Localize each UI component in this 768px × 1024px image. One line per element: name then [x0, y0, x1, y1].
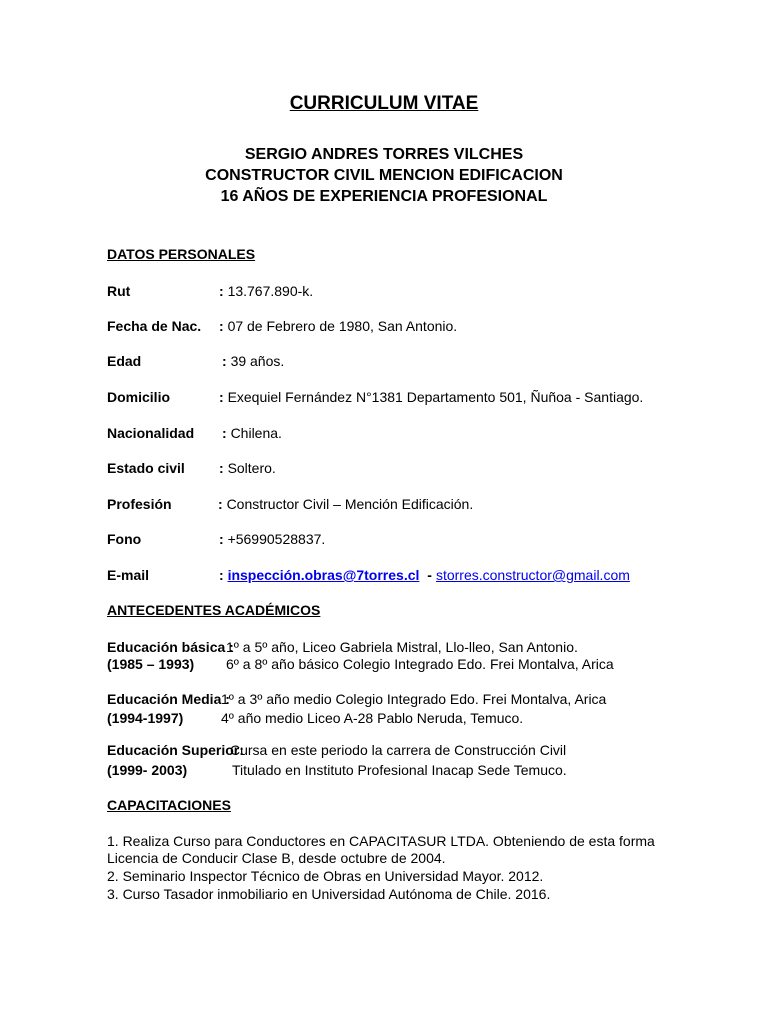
age-label: Edad: [107, 353, 142, 369]
birthdate-label: Fecha de Nac.: [107, 318, 202, 334]
primary-email-link[interactable]: inspección.obras@7torres.cl: [227, 567, 420, 583]
secondary-education-label: Educación Media :: [107, 691, 230, 707]
address-value: Exequiel Fernández N°1381 Departamento 501, Ñuñoa - Santiago.: [227, 389, 644, 405]
basic-education-years: (1985 – 1993): [107, 656, 195, 672]
higher-education-label: Educación Superior:: [107, 742, 244, 758]
secondary-education-line-1: 1º a 3º año medio Colegio Integrado Edo. Frei Montalva, Arica: [221, 691, 607, 707]
secondary-education-years: (1994-1997): [107, 710, 184, 726]
basic-education-label: Educación básica :: [107, 639, 234, 655]
candidate-name: SERGIO ANDRES TORRES VILCHES: [244, 146, 524, 163]
rut-label: Rut: [107, 283, 131, 299]
profession-value-row: : Constructor Civil – Mención Edificación.: [218, 496, 474, 512]
training-heading: CAPACITACIONES: [107, 797, 231, 813]
civil-status-label: Estado civil: [107, 460, 185, 476]
birthdate-value: 07 de Febrero de 1980, San Antonio.: [227, 318, 458, 334]
higher-education-line-1: Cursa en este periodo la carrera de Construcción Civil: [230, 742, 567, 758]
secondary-email-link[interactable]: storres.constructor@gmail.com: [435, 567, 630, 583]
basic-education-line-2: 6º a 8º año básico Colegio Integrado Edo. Frei Montalva, Arica: [226, 656, 614, 672]
training-line-4: 3. Curso Tasador inmobiliario en Universidad Autónoma de Chile. 2016.: [107, 886, 551, 902]
profession-label: Profesión: [107, 496, 172, 512]
training-line-1: 1. Realiza Curso para Conductores en CAPACITASUR LTDA. Obteniendo de esta forma: [107, 833, 655, 849]
birthdate-value-row: : 07 de Febrero de 1980, San Antonio.: [219, 318, 458, 334]
email-label: E-mail: [107, 567, 150, 583]
address-label: Domicilio: [107, 389, 171, 405]
academic-heading: ANTECEDENTES ACADÉMICOS: [107, 602, 321, 618]
phone-label: Fono: [107, 531, 142, 547]
civil-status-value-row: : Soltero.: [219, 460, 276, 476]
email-value-row: : inspección.obras@7torres.cl - storres.constructor@gmail.com: [219, 567, 630, 583]
secondary-education-line-2: 4º año medio Liceo A-28 Pablo Neruda, Temuco.: [221, 710, 524, 726]
training-line-3: 2. Seminario Inspector Técnico de Obras en Universidad Mayor. 2012.: [107, 868, 544, 884]
civil-status-value: Soltero.: [227, 460, 276, 476]
document-title: CURRICULUM VITAE: [289, 93, 479, 114]
candidate-profession: CONSTRUCTOR CIVIL MENCION EDIFICACION: [205, 167, 563, 184]
nationality-value: Chilena.: [230, 425, 282, 441]
rut-value: 13.767.890-k.: [227, 283, 314, 299]
candidate-experience: 16 AÑOS DE EXPERIENCIA PROFESIONAL: [220, 188, 548, 205]
address-value-row: : Exequiel Fernández N°1381 Departamento 501, Ñuñoa - Santiago.: [219, 389, 644, 405]
phone-value: +56990528837.: [227, 531, 326, 547]
phone-value-row: : +56990528837.: [219, 531, 326, 547]
personal-data-heading: DATOS PERSONALES: [107, 246, 256, 262]
rut-value-row: : 13.767.890-k.: [219, 283, 314, 299]
email-separator: -: [427, 567, 432, 583]
nationality-label: Nacionalidad: [107, 425, 195, 441]
nationality-value-row: : Chilena.: [222, 425, 282, 441]
training-line-2: Licencia de Conducir Clase B, desde octubre de 2004.: [107, 850, 446, 866]
age-value: 39 años.: [230, 353, 285, 369]
higher-education-years: (1999- 2003): [107, 762, 188, 778]
basic-education-line-1: 1º a 5º año, Liceo Gabriela Mistral, Llo-lleo, San Antonio.: [226, 639, 578, 655]
age-value-row: : 39 años.: [222, 353, 285, 369]
higher-education-line-2: Titulado en Instituto Profesional Inacap Sede Temuco.: [232, 762, 567, 778]
profession-value: Constructor Civil – Mención Edificación.: [226, 496, 474, 512]
